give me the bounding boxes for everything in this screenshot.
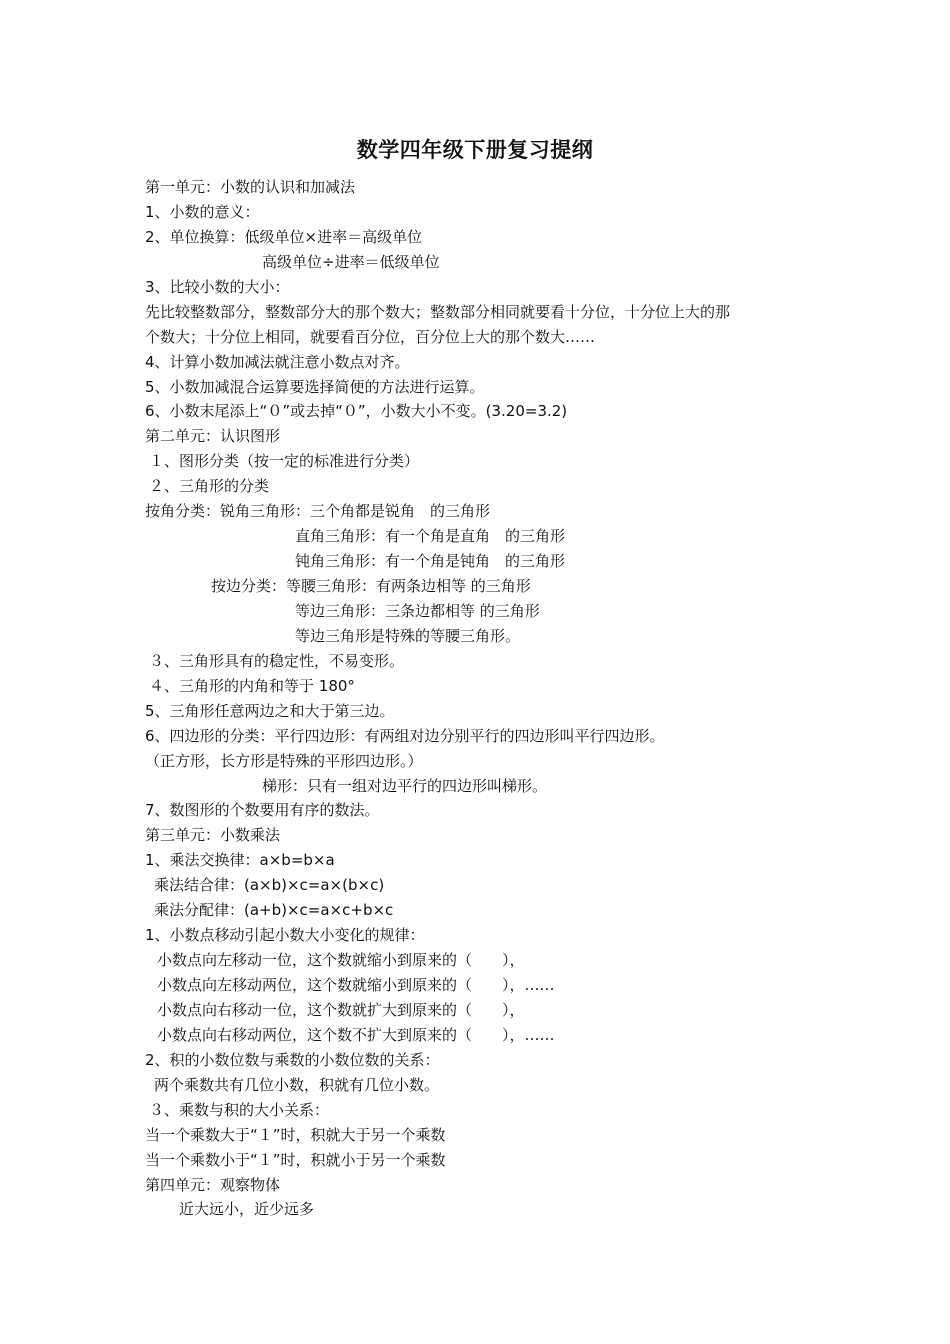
document-line: 当一个乘数大于“１”时，积就大于另一个乘数 <box>145 1125 446 1144</box>
document-line: 两个乘数共有几位小数，积就有几位小数。 <box>154 1075 440 1094</box>
document-line: 第三单元：小数乘法 <box>145 826 281 845</box>
document-line: 第一单元：小数的认识和加减法 <box>145 178 356 196</box>
document-line: 7、数图形的个数要用有序的数法。 <box>145 801 380 820</box>
document-line: 高级单位÷进率＝低级单位 <box>262 252 440 271</box>
document-line: 5、小数加减混合运算要选择简便的方法进行运算。 <box>145 377 485 396</box>
document-line: 钝角三角形：有一个角是钝角 的三角形 <box>295 552 566 571</box>
document-line: 2、积的小数位数与乘数的小数位数的关系： <box>145 1050 440 1069</box>
document-line: 6、小数末尾添上“０”或去掉“０”，小数大小不变。(3.20=3.2) <box>145 402 568 421</box>
document-line: 个数大；十分位上相同，就要看百分位，百分位上大的那个数大…… <box>145 327 596 346</box>
document-title: 数学四年级下册复习提纲 <box>356 138 594 162</box>
document-line: 梯形：只有一组对边平行的四边形叫梯形。 <box>262 776 548 795</box>
document-line: ３、三角形具有的稳定性，不易变形。 <box>149 651 405 670</box>
document-line: 第四单元：观察物体 <box>145 1175 281 1194</box>
document-line: 1、小数点移动引起小数大小变化的规律： <box>145 926 425 945</box>
document-line: １、图形分类（按一定的标准进行分类） <box>149 452 420 471</box>
document-line: 先比较整数部分，整数部分大的那个数大；整数部分相同就要看十分位，十分位上大的那 <box>145 302 731 321</box>
document-line: 4、计算小数加减法就注意小数点对齐。 <box>145 352 410 371</box>
document-line: 乘法分配律：(a+b)×c=a×c+b×c <box>154 901 394 920</box>
document-line: 近大远小，近少远多 <box>179 1200 315 1219</box>
document-line: 直角三角形：有一个角是直角 的三角形 <box>295 527 566 546</box>
document-line: 小数点向左移动两位，这个数就缩小到原来的（ ），…… <box>157 976 555 994</box>
document-line: 6、四边形的分类：平行四边形：有两组对边分别平行的四边形叫平行四边形。 <box>145 726 665 745</box>
document-line: 第二单元：认识图形 <box>145 427 281 446</box>
document-line: 1、小数的意义： <box>145 202 260 221</box>
document-line: 小数点向左移动一位，这个数就缩小到原来的（ ）， <box>157 951 525 970</box>
document-line: 小数点向右移动一位，这个数就扩大到原来的（ ）， <box>157 1000 525 1019</box>
document-body <box>145 175 825 1222</box>
document-line: 乘法结合律：(a×b)×c=a×(b×c) <box>154 876 385 895</box>
document-line: ４、三角形的内角和等于 180° <box>149 676 355 695</box>
document-line: 5、三角形任意两边之和大于第三边。 <box>145 701 395 720</box>
document-line: 等边三角形：三条边都相等 的三角形 <box>295 601 540 620</box>
document-line: 2、单位换算：低级单位×进率＝高级单位 <box>145 227 423 246</box>
document-line: 当一个乘数小于“１”时，积就小于另一个乘数 <box>145 1150 446 1169</box>
document-line: 按边分类：等腰三角形：有两条边相等 的三角形 <box>211 577 531 595</box>
document-line: ２、三角形的分类 <box>149 477 270 496</box>
document-line: （正方形，长方形是特殊的平形四边形。） <box>145 751 423 770</box>
document-line: 小数点向右移动两位，这个数不扩大到原来的（ ），…… <box>157 1025 555 1044</box>
document-line: 3、比较小数的大小： <box>145 277 290 296</box>
document-line: 1、乘法交换律：a×b=b×a <box>145 851 335 870</box>
document-line: ３、乘数与积的大小关系： <box>149 1100 330 1119</box>
document-line: 按角分类：锐角三角形：三个角都是锐角 的三角形 <box>145 502 491 521</box>
document-line: 等边三角形是特殊的等腰三角形。 <box>295 626 521 645</box>
